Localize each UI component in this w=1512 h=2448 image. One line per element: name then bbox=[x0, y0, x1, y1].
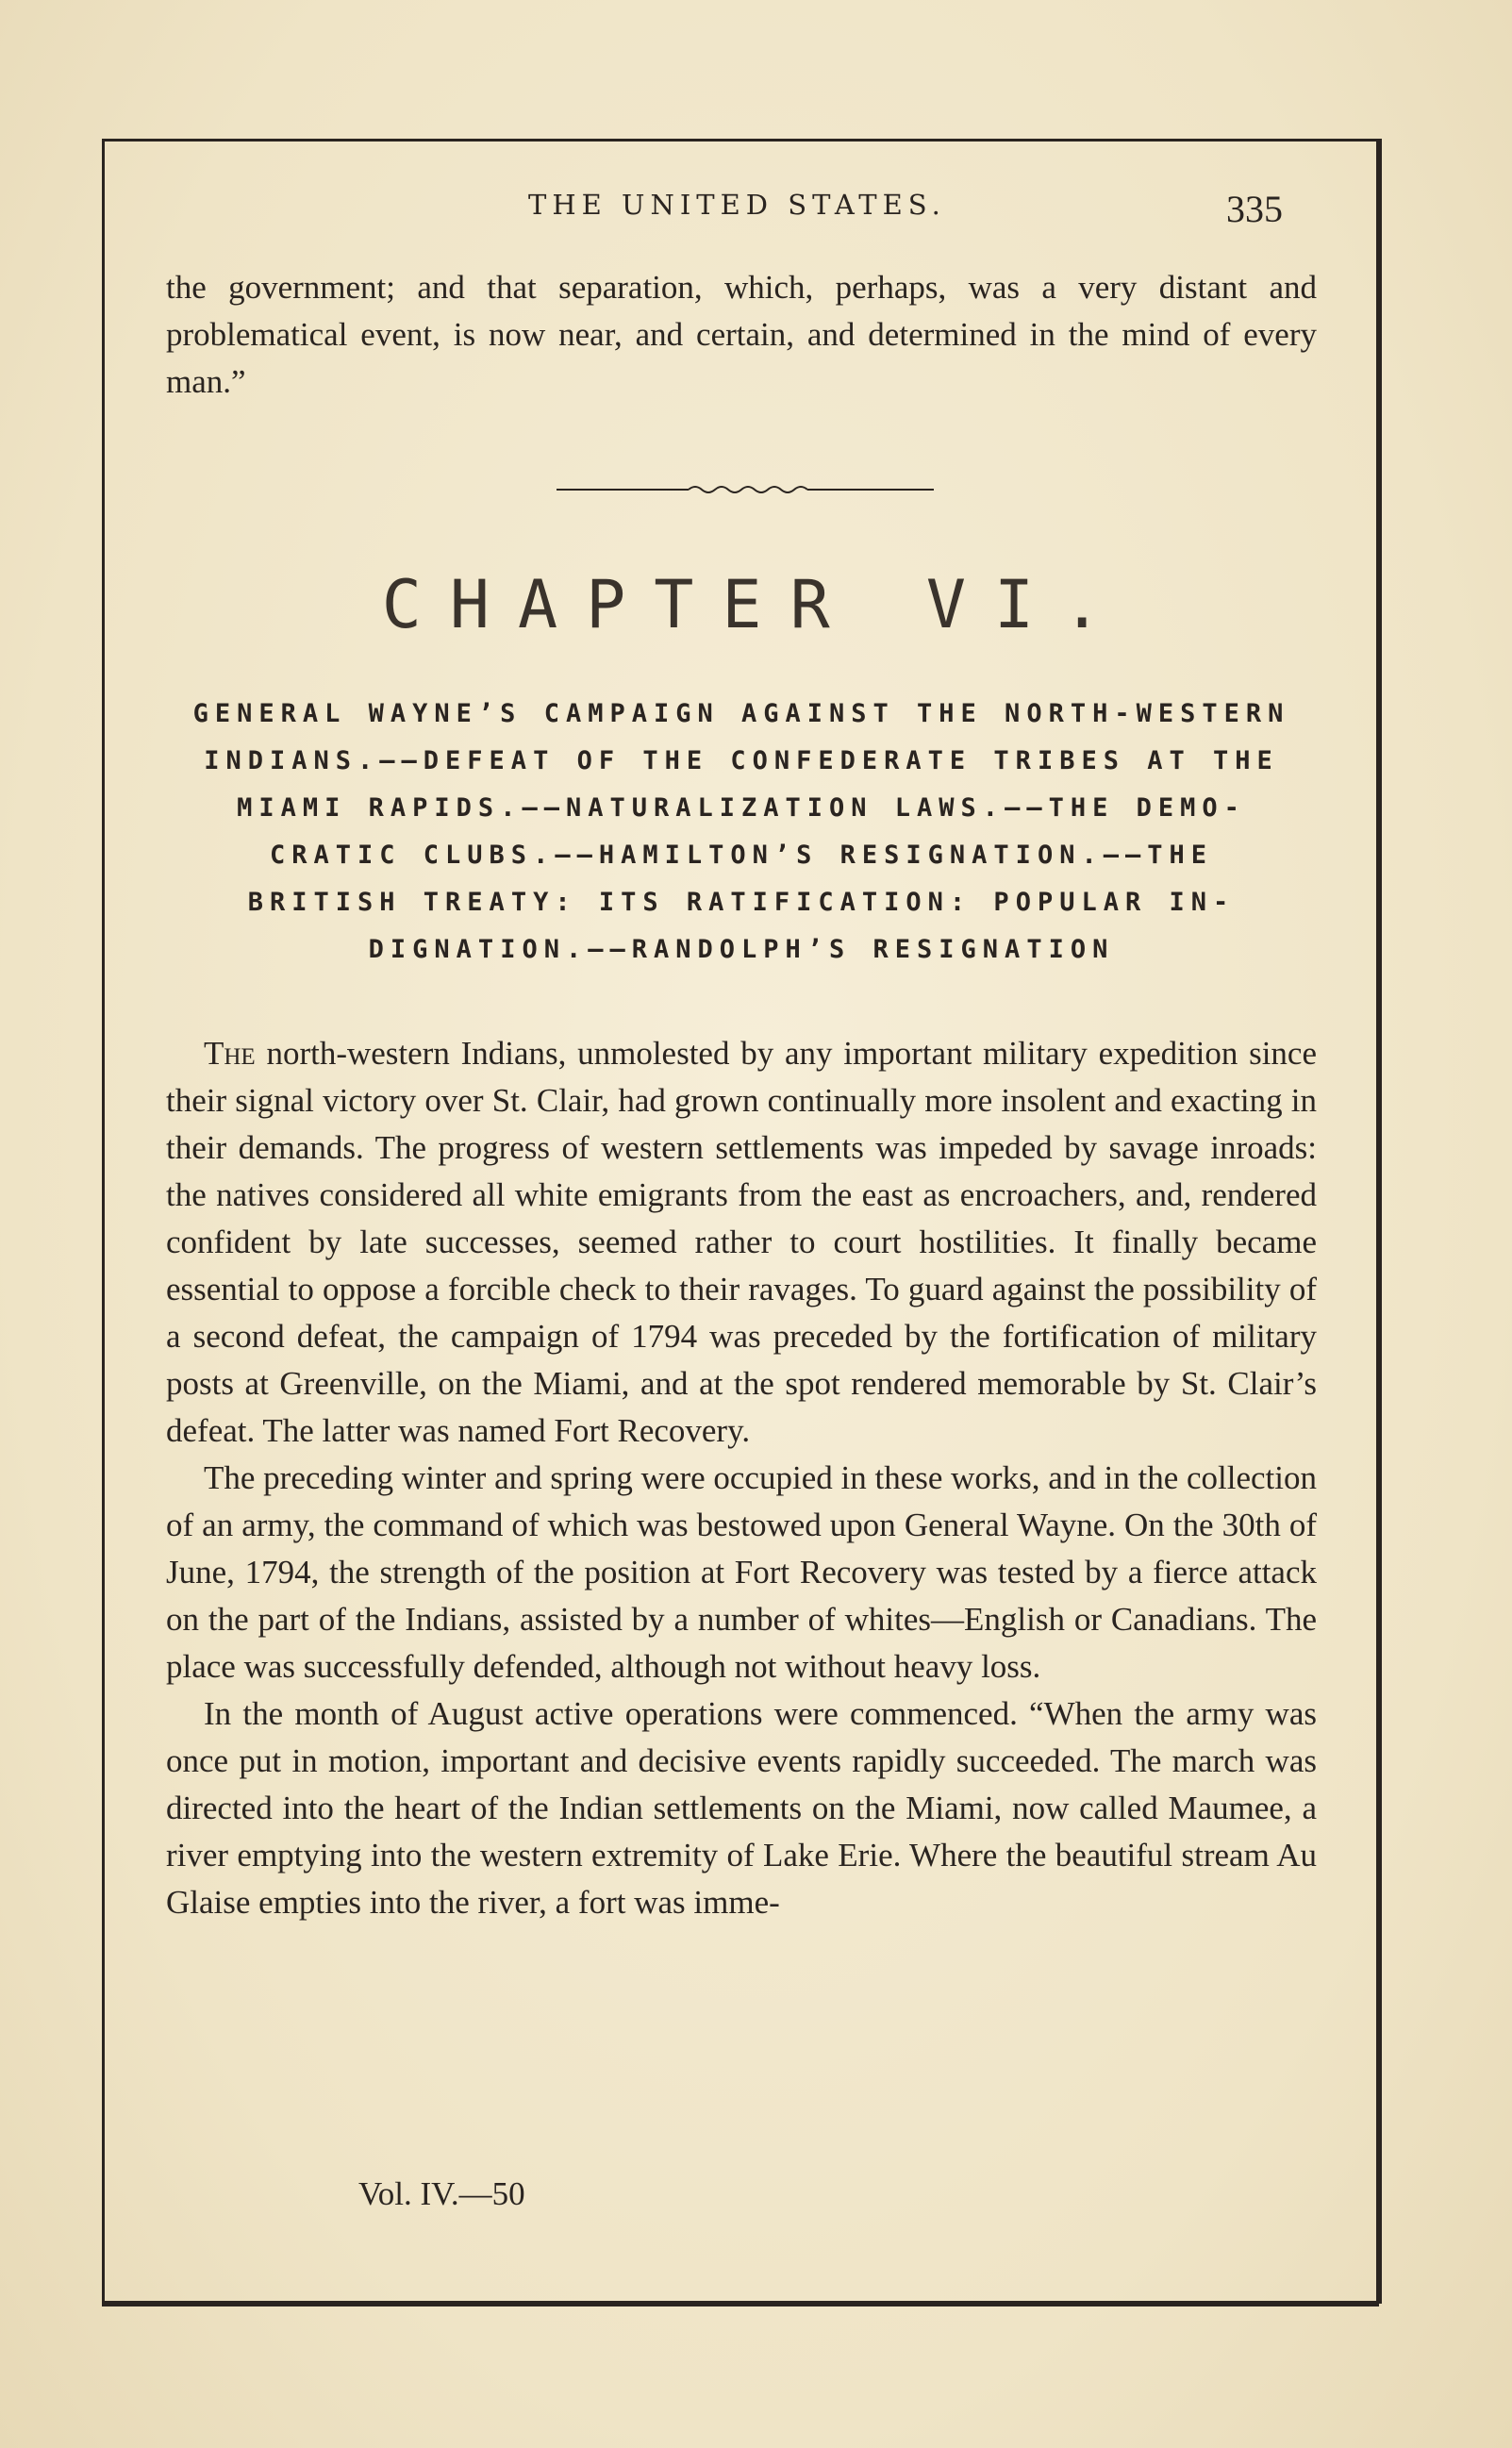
chapter-title: CHAPTER VI. bbox=[381, 566, 1131, 643]
chapter-summary bbox=[166, 691, 1317, 974]
paragraph-lead-word: The bbox=[204, 1035, 256, 1072]
body-paragraph bbox=[166, 1030, 1317, 1455]
paragraph-text: north-western Indians, unmolested by any important military expedition since their signal victory over St. Clair, had grown continually more insolent and exacting in their demands. The progress of western settlements was impeded by savage inroads: the natives considered all white emigrants from the east as encroachers, and, rendered confident by late successes, seemed rather to court hostilities. It finally became essential to oppose a forcible check to their ravages. To guard against the possibility of a second defeat, the campaign of 1794 was preceded by the fortification of military posts at Greenville, on the Miami, and at the spot rendered memorable by St. Clair’s defeat. The latter was named Fort Recovery. bbox=[166, 1035, 1317, 1449]
summary-line: BRITISH TREATY: ITS RATIFICATION: POPULAR IN- bbox=[247, 888, 1236, 917]
signature-mark: Vol. IV.—50 bbox=[358, 2175, 525, 2212]
summary-line: GENERAL WAYNE’S CAMPAIGN AGAINST THE NORTH-WESTERN bbox=[192, 699, 1290, 728]
page-number: 335 bbox=[1226, 188, 1283, 230]
intro-paragraph: the government; and that separation, which, perhaps, was a very distant and problematical event, is now near, and certain, and determined in the mind of every man.” bbox=[166, 269, 1317, 400]
summary-line: CRATIC CLUBS.——HAMILTON’S RESIGNATION.——THE bbox=[270, 841, 1213, 870]
summary-line: DIGNATION.——RANDOLPH’S RESIGNATION bbox=[368, 935, 1115, 964]
summary-line: MIAMI RAPIDS.——NATURALIZATION LAWS.——THE DEMO- bbox=[237, 793, 1246, 823]
chapter-body bbox=[166, 1030, 1317, 1926]
body-paragraph: In the month of August active operations were commenced. “When the army was once put in motion, important and decisive events rapidly succeeded. The march was directed into the heart of the Indian settlements on the Miami, now called Maumee, a river emptying into the western extremity of Lake Erie. Where the beautiful stream Au Glaise empties into the river, a fort was imme- bbox=[166, 1695, 1317, 1921]
body-paragraph: The preceding winter and spring were occupied in these works, and in the collection of an army, the command of which was bestowed upon General Wayne. On the 30th of June, 1794, the strength of the position at Fort Recovery was tested by a fierce attack on the part of the Indians, assisted by a number of whites—English or Canadians. The place was successfully defended, although not without heavy loss. bbox=[166, 1459, 1317, 1685]
running-head: THE UNITED STATES. bbox=[528, 189, 946, 221]
summary-line: INDIANS.——DEFEAT OF THE CONFEDERATE TRIBES AT THE bbox=[204, 746, 1279, 775]
ornamental-rule bbox=[557, 483, 934, 496]
